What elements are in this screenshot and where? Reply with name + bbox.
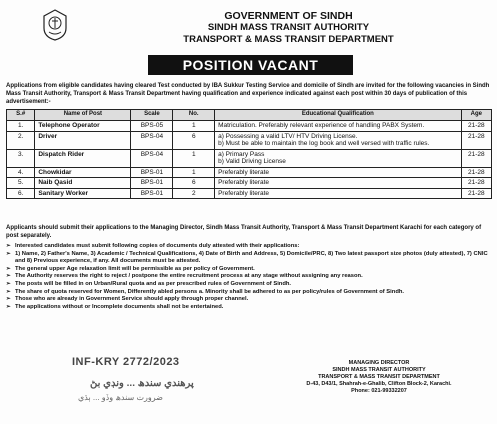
cell-sn: 2.	[7, 131, 35, 149]
qualification-line: b) Must be able to maintain the log book and well versed with traffic rules.	[218, 140, 430, 147]
signature-department: TRANSPORT & MASS TRANSIT DEPARTMENT	[318, 374, 440, 380]
stamp-urdu-line-1: پرھندي سندھ ... ونڊي بڻ	[90, 378, 194, 389]
cell-age: 21-28	[461, 188, 491, 199]
qualification-line: a) Primary Pass	[218, 150, 265, 158]
cell-age: 21-28	[461, 167, 491, 178]
intro-paragraph: Applications from eligible candidates having cleared Test conducted by IBA Sukkur Testing Service and domicile of Sindh are invited for the following vacancies in Sindh Mass Transit Authority, Transport & Mass Transit Department having qualification and experience indicated against each post within 30 days of publication of this advertisement:-	[6, 83, 490, 105]
header-government: GOVERNMENT OF SINDH	[224, 10, 353, 22]
col-header-sn: S.#	[7, 110, 35, 121]
list-item: ➢ The Authority reserves the right to reject / postpone the entire recruitment process at any stage without assigning any reason.	[6, 273, 492, 281]
col-header-scale: Scale	[131, 110, 173, 121]
cell-qualification	[215, 121, 462, 132]
qualification-line: Preferably literate	[218, 168, 270, 176]
table-row	[7, 131, 492, 149]
qualification-line: b) Valid Driving License	[218, 158, 286, 165]
cell-scale: BPS-01	[131, 188, 173, 199]
col-header-age: Age	[461, 110, 491, 121]
position-vacant-banner: POSITION VACANT	[148, 55, 353, 75]
signature-phone: Phone: 021-99332207	[351, 388, 407, 394]
cell-number: 2	[173, 188, 215, 199]
cell-age: 21-28	[461, 178, 491, 189]
cell-sn: 6.	[7, 188, 35, 199]
list-item: ➢ 1) Name, 2) Father's Name, 3) Academic / Technical Qualifications, 4) Date of Birth and Address, 5) Domicile/PRC, 8) Two latest passport size photos (duly attested), 7) CNIC and 8) Previous experience, if any. All documents must be attested.	[6, 251, 492, 266]
col-header-name: Name of Post	[35, 110, 131, 121]
cell-post-name: Telephone Operator	[35, 121, 131, 132]
cell-number: 1	[173, 167, 215, 178]
cell-qualification	[215, 188, 462, 199]
table-row	[7, 178, 492, 189]
signature-authority: SINDH MASS TRANSIT AUTHORITY	[332, 367, 426, 373]
cell-sn: 3.	[7, 149, 35, 167]
table-row	[7, 121, 492, 132]
list-item: ➢ Those who are already in Government Service should apply through proper channel.	[6, 296, 492, 304]
qualification-line: a) Possessing a valid LTV/ HTV Driving License.	[218, 132, 358, 140]
cell-age: 21-28	[461, 121, 491, 132]
header-department: TRANSPORT & MASS TRANSIT DEPARTMENT	[183, 34, 394, 45]
cell-number: 6	[173, 178, 215, 189]
table-row	[7, 167, 492, 178]
cell-sn: 4.	[7, 167, 35, 178]
cell-post-name: Sanitary Worker	[35, 188, 131, 199]
instructions-list	[6, 243, 492, 311]
table-row	[7, 149, 492, 167]
qualification-line: Matriculation. Preferably relevant experience of handling PABX System.	[218, 122, 425, 129]
cell-qualification	[215, 131, 462, 149]
cell-post-name: Chowkidar	[35, 167, 131, 178]
cell-number: 1	[173, 121, 215, 132]
apply-paragraph: Applicants should submit their applications to the Managing Director, Sindh Mass Transit Authority, Transport & Mass Transit Department Karachi for each category of post separately.	[6, 225, 482, 239]
cell-qualification	[215, 149, 462, 167]
publication-stamp-number: INF-KRY 2772/2023	[72, 356, 180, 368]
signature-address: D-43, D43/1, Shahrah-e-Ghalib, Clifton Block-2, Karachi.	[306, 381, 452, 387]
stamp-urdu-line-2: ضرورت سندھ وڏو ... ٻڌي	[78, 393, 163, 402]
qualification-line: Preferably literate	[218, 189, 270, 197]
vacancy-table	[6, 109, 492, 199]
cell-age: 21-28	[461, 131, 491, 149]
cell-post-name: Dispatch Rider	[35, 149, 131, 167]
table-row	[7, 188, 492, 199]
cell-qualification	[215, 167, 462, 178]
cell-scale: BPS-04	[131, 149, 173, 167]
cell-scale: BPS-01	[131, 178, 173, 189]
cell-sn: 5.	[7, 178, 35, 189]
cell-qualification	[215, 178, 462, 189]
col-header-no: No.	[173, 110, 215, 121]
signature-block	[264, 360, 494, 395]
cell-age: 21-28	[461, 149, 491, 167]
list-item: ➢ The applications without or Incomplete documents shall not be entertained.	[6, 304, 492, 312]
table-header-row	[7, 110, 492, 121]
cell-scale: BPS-01	[131, 167, 173, 178]
cell-number: 6	[173, 131, 215, 149]
list-item: ➢ The general upper Age relaxation limit will be permissible as per policy of Government.	[6, 266, 492, 274]
cell-number: 1	[173, 149, 215, 167]
cell-scale: BPS-05	[131, 121, 173, 132]
list-item: ➢ The share of quota reserved for Women, Differently abled persons a. Minority shall be adhered to as per policy/rules of Government of Sindh.	[6, 289, 492, 297]
qualification-line: Preferably literate	[218, 179, 270, 186]
list-item: ➢ The posts will be filled in on Urban/Rural quota and as per prescribed rules of Government of Sindh.	[6, 281, 492, 289]
cell-sn: 1.	[7, 121, 35, 132]
cell-post-name: Naib Qasid	[35, 178, 131, 189]
signature-title: MANAGING DIRECTOR	[348, 360, 410, 366]
list-item: ➢ Interested candidates must submit following copies of documents duly attested with their applications:	[6, 243, 492, 251]
cell-post-name: Driver	[35, 131, 131, 149]
col-header-qualification: Educational Qualification	[215, 110, 462, 121]
cell-scale: BPS-04	[131, 131, 173, 149]
header-authority: SINDH MASS TRANSIT AUTHORITY	[207, 22, 370, 33]
